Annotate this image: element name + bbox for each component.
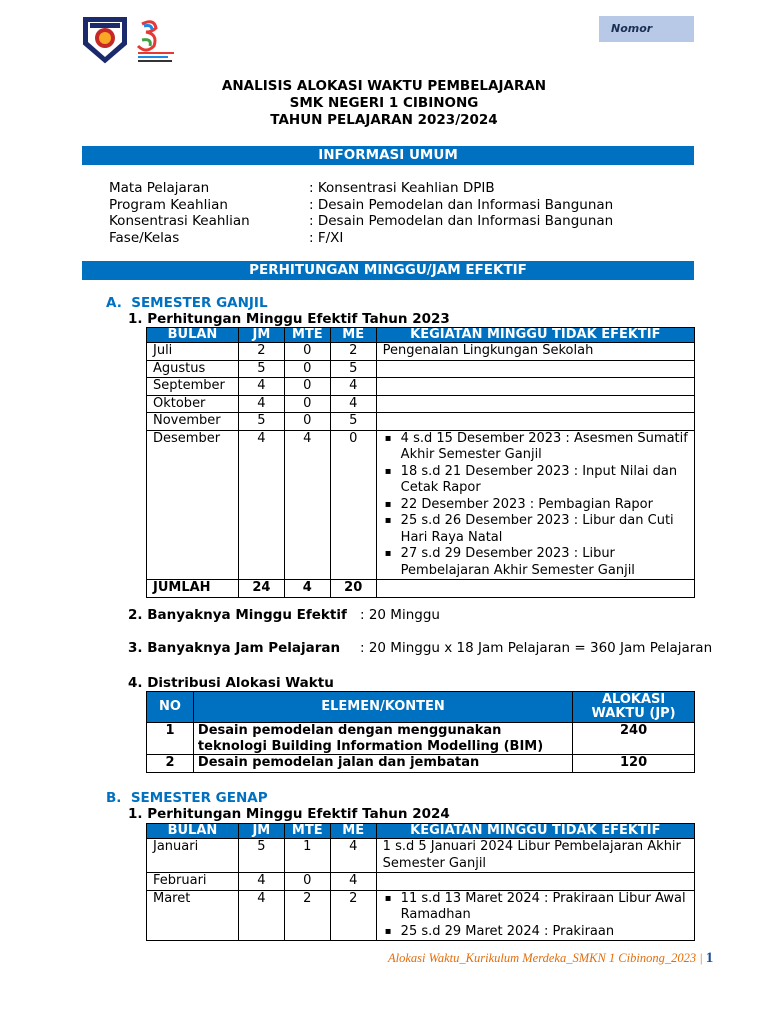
cell-total-mte: 4: [284, 580, 330, 598]
info-value: : Desain Pemodelan dan Informasi Bangunan: [309, 213, 614, 229]
cell-jm: 5: [238, 360, 284, 378]
page-footer: [388, 950, 713, 967]
cell-mte: 0: [284, 378, 330, 396]
kegiatan-item: ▪ 4 s.d 15 Desember 2023 : Asesmen Sumatif Akhir Semester Ganjil: [383, 431, 694, 464]
cell-bulan: Oktober: [147, 395, 239, 413]
cell-elemen: Desain pemodelan dengan menggunakan teknologi Building Information Modelling (BIM): [193, 723, 572, 755]
cell-mte: 4: [284, 430, 330, 580]
cell-me: 0: [330, 430, 376, 580]
alokasi-line-2: WAKTU (JP): [591, 706, 676, 721]
kegiatan-item: ▪ 18 s.d 21 Desember 2023 : Input Nilai dan Cetak Rapor: [383, 464, 694, 497]
table-row: [147, 755, 695, 773]
col-header-elemen: ELEMEN/KONTEN: [193, 692, 572, 723]
cell-mte: 1: [284, 839, 330, 873]
info-umum-list: [109, 180, 613, 246]
cell-me: 4: [330, 378, 376, 396]
col-header-jm: JM: [238, 328, 284, 343]
col-header-no: NO: [147, 692, 194, 723]
alokasi-line-1: ALOKASI: [601, 692, 666, 707]
col-header-alokasi: [573, 692, 695, 723]
table-row: [147, 890, 695, 941]
kegiatan-list: [377, 891, 694, 941]
table-row: [147, 395, 695, 413]
col-header-me: ME: [330, 824, 376, 839]
cell-kegiatan: Pengenalan Lingkungan Sekolah: [376, 343, 694, 361]
title-line-2: SMK NEGERI 1 CIBINONG: [289, 95, 479, 111]
cell-mte: 0: [284, 360, 330, 378]
table-row: [147, 413, 695, 431]
cell-mte: 0: [284, 343, 330, 361]
cell-bulan: Agustus: [147, 360, 239, 378]
cell-total-jm: 24: [238, 580, 284, 598]
cell-mte: 0: [284, 873, 330, 891]
distribusi-heading: 4. Distribusi Alokasi Waktu: [128, 675, 334, 691]
cell-mte: 0: [284, 395, 330, 413]
school-logo-icon: [82, 14, 177, 66]
cell-bulan: Januari: [147, 839, 239, 873]
cell-no: 2: [147, 755, 194, 773]
cell-jm: 4: [238, 378, 284, 396]
semester-genap-sub1: 1. Perhitungan Minggu Efektif Tahun 2024: [128, 806, 450, 822]
page-number: 1: [705, 950, 714, 966]
table-row: [147, 343, 695, 361]
table-row: [147, 873, 695, 891]
semester-genap-heading: B. SEMESTER GENAP: [106, 790, 268, 806]
table-header-row: [147, 328, 695, 343]
cell-me: 5: [330, 413, 376, 431]
cell-me: 4: [330, 395, 376, 413]
col-header-jm: JM: [238, 824, 284, 839]
col-header-kegiatan: KEGIATAN MINGGU TIDAK EFEKTIF: [376, 824, 694, 839]
cell-elemen: Desain pemodelan jalan dan jembatan: [193, 755, 572, 773]
cell-jp: 240: [573, 723, 695, 755]
semester-ganjil-sub1: 1. Perhitungan Minggu Efektif Tahun 2023: [128, 311, 450, 327]
cell-kegiatan: [376, 873, 694, 891]
cell-kegiatan: [376, 360, 694, 378]
cell-no: 1: [147, 723, 194, 755]
cell-bulan: Desember: [147, 430, 239, 580]
cell-jm: 4: [238, 430, 284, 580]
cell-bulan: Juli: [147, 343, 239, 361]
col-header-mte: MTE: [284, 328, 330, 343]
col-header-bulan: BULAN: [147, 824, 239, 839]
cell-me: 4: [330, 839, 376, 873]
nomor-box: Nomor: [599, 16, 694, 42]
section-bar-info-umum: INFORMASI UMUM: [82, 146, 694, 165]
cell-jm: 5: [238, 413, 284, 431]
col-header-mte: MTE: [284, 824, 330, 839]
cell-kegiatan: [376, 378, 694, 396]
table-genap: [146, 823, 695, 941]
info-label: Fase/Kelas: [109, 229, 180, 246]
kegiatan-item: ▪ 25 s.d 26 Desember 2023 : Libur dan Cuti Hari Raya Natal: [383, 513, 694, 546]
cell-mte: 2: [284, 890, 330, 941]
table-header-row: [147, 824, 695, 839]
cell-bulan: Maret: [147, 890, 239, 941]
cell-bulan: November: [147, 413, 239, 431]
semester-ganjil-heading: A. SEMESTER GANJIL: [106, 295, 268, 311]
info-row: [109, 213, 613, 230]
jam-pelajaran: [128, 640, 712, 656]
kegiatan-item: ▪ 27 s.d 29 Desember 2023 : Libur Pembelajaran Akhir Semester Ganjil: [383, 546, 694, 579]
table-row: [147, 360, 695, 378]
cell-me: 2: [330, 890, 376, 941]
cell-mte: 0: [284, 413, 330, 431]
header-logos: [82, 14, 177, 66]
cell-kegiatan: 1 s.d 5 Januari 2024 Libur Pembelajaran Akhir Semester Ganjil: [376, 839, 694, 873]
cell-kegiatan: [376, 413, 694, 431]
title-line-1: ANALISIS ALOKASI WAKTU PEMBELAJARAN: [221, 78, 547, 94]
cell-me: 2: [330, 343, 376, 361]
cell-kegiatan: [376, 580, 694, 598]
info-label: Konsentrasi Keahlian: [109, 213, 250, 229]
cell-bulan: September: [147, 378, 239, 396]
cell-total-label: JUMLAH: [147, 580, 239, 598]
info-label: Mata Pelajaran: [109, 180, 210, 196]
col-header-bulan: BULAN: [147, 328, 239, 343]
minggu-efektif-label: 2. Banyaknya Minggu Efektif: [128, 607, 347, 623]
document-title: [0, 78, 768, 129]
info-value: : Desain Pemodelan dan Informasi Bangunan: [309, 196, 614, 213]
jam-pelajaran-value: : 20 Minggu x 18 Jam Pelajaran = 360 Jam Pelajaran: [360, 640, 713, 656]
table-row: [147, 378, 695, 396]
minggu-efektif-value: : 20 Minggu: [360, 607, 440, 623]
col-header-kegiatan: KEGIATAN MINGGU TIDAK EFEKTIF: [376, 328, 694, 343]
section-bar-perhitungan: PERHITUNGAN MINGGU/JAM EFEKTIF: [82, 261, 694, 280]
kegiatan-item: ▪ 11 s.d 13 Maret 2024 : Prakiraan Libur Awal Ramadhan: [383, 891, 694, 924]
cell-kegiatan: [376, 430, 694, 580]
table-distribusi: [146, 691, 695, 773]
cell-me: 5: [330, 360, 376, 378]
info-label: Program Keahlian: [109, 196, 228, 213]
kegiatan-list: [377, 431, 694, 580]
cell-jm: 4: [238, 890, 284, 941]
table-total-row: [147, 580, 695, 598]
minggu-efektif: [128, 607, 440, 623]
title-line-3: TAHUN PELAJARAN 2023/2024: [270, 112, 498, 128]
cell-jm: 4: [238, 873, 284, 891]
cell-jm: 2: [238, 343, 284, 361]
cell-bulan: Februari: [147, 873, 239, 891]
table-ganjil: [146, 327, 695, 598]
cell-jp: 120: [573, 755, 695, 773]
info-value: : Konsentrasi Keahlian DPIB: [309, 180, 495, 196]
table-row: [147, 430, 695, 580]
jam-pelajaran-label: 3. Banyaknya Jam Pelajaran: [128, 640, 341, 656]
cell-jm: 4: [238, 395, 284, 413]
info-row: [109, 180, 613, 197]
info-row: [109, 197, 613, 214]
table-row: [147, 723, 695, 755]
cell-me: 4: [330, 873, 376, 891]
cell-kegiatan: [376, 890, 694, 941]
kegiatan-item: ▪ 25 s.d 29 Maret 2024 : Prakiraan: [383, 924, 694, 941]
info-row: [109, 230, 613, 247]
table-row: [147, 839, 695, 873]
table-header-row: [147, 692, 695, 723]
cell-kegiatan: [376, 395, 694, 413]
cell-jm: 5: [238, 839, 284, 873]
cell-total-me: 20: [330, 580, 376, 598]
kegiatan-item: ▪ 22 Desember 2023 : Pembagian Rapor: [383, 497, 694, 514]
footer-text: Alokasi Waktu_Kurikulum Merdeka_SMKN 1 Cibinong_2023 |: [388, 951, 706, 965]
col-header-me: ME: [330, 328, 376, 343]
info-value: : F/XI: [309, 229, 344, 246]
